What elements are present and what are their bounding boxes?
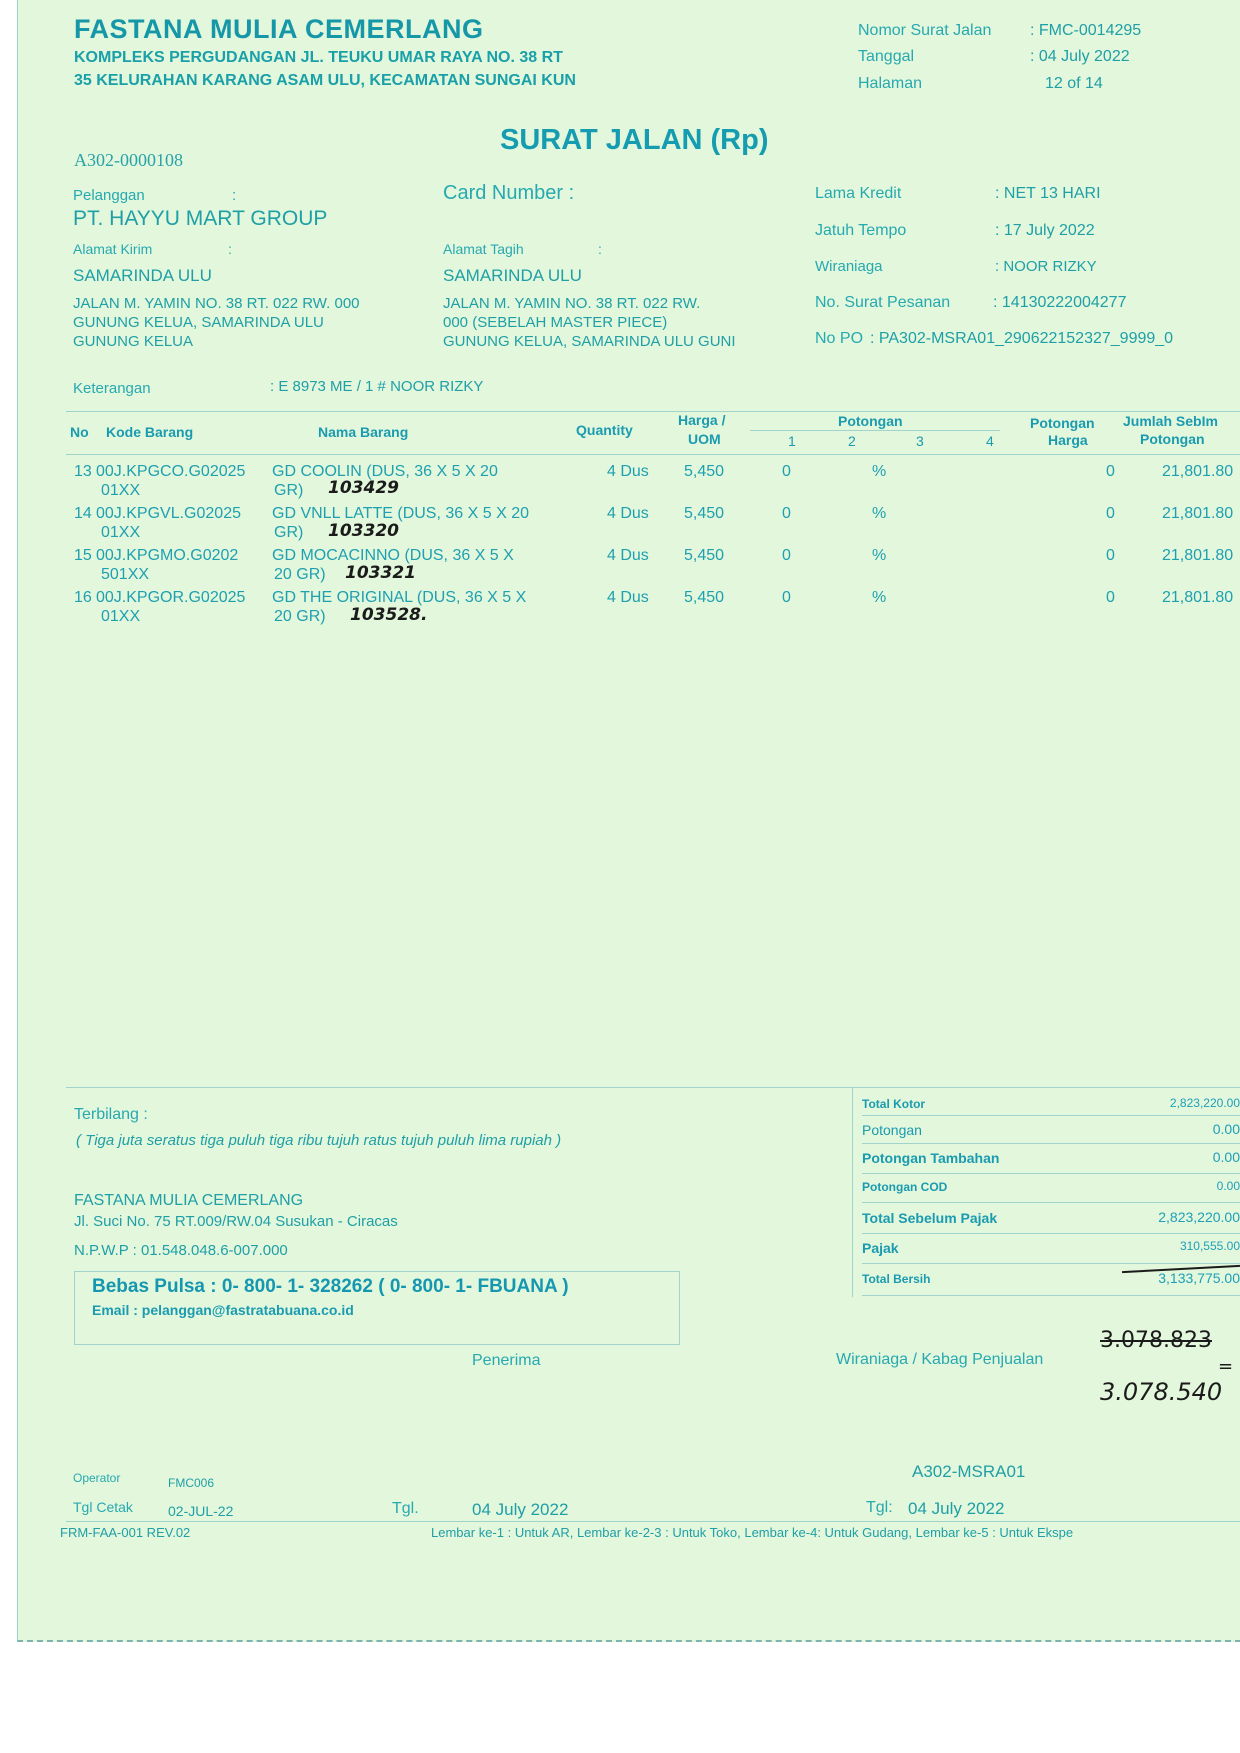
hotline-email: Email : pelanggan@fastratabuana.co.id (92, 1302, 354, 1318)
nomor-value: : FMC-0014295 (1030, 22, 1142, 39)
row-pot1: 0 (782, 505, 791, 522)
header-pot-1: 1 (788, 433, 796, 449)
row-pot1: 0 (782, 463, 791, 480)
row-nama-line2: 20 GR) (274, 566, 326, 583)
row-qty: 4 Dus (607, 505, 649, 522)
row-pot2: % (872, 547, 887, 564)
summary-value-potongan: 0.00 (1212, 1121, 1240, 1137)
row-nama-line1: GD MOCACINNO (DUS, 36 X 5 X (272, 547, 514, 564)
summary-rule (862, 1295, 1240, 1296)
lembar-distribution: Lembar ke-1 : Untuk AR, Lembar ke-2-3 : Untuk Toko, Lembar ke-4: Untuk Gudang, Lembar ke-5 : Untuk Ekspe (431, 1525, 1074, 1540)
row-qty: 4 Dus (607, 463, 649, 480)
header-pot-2: 2 (848, 433, 856, 449)
penerima-label: Penerima (472, 1352, 541, 1369)
row-nama-line2: 20 GR) (274, 608, 326, 625)
row-no: 15 (74, 547, 92, 564)
pelanggan-label: Pelanggan (73, 187, 145, 204)
header-harga-top: Harga / (678, 412, 726, 428)
summary-value-total-kotor: 2,823,220.00 (1169, 1096, 1240, 1110)
alamat-tagih-line3: GUNUNG KELUA, SAMARINDA ULU GUNI (443, 333, 736, 350)
document-code: A302-0000108 (74, 150, 183, 170)
row-handwritten-note: 103320 (328, 521, 399, 541)
summary-rule (862, 1263, 1240, 1264)
row-kode-line1: 00J.KPGVL.G02025 (96, 505, 241, 522)
header-pot-3: 3 (916, 433, 924, 449)
tgl2-label: Tgl: (866, 1499, 893, 1516)
keterangan-label: Keterangan (73, 380, 151, 397)
wiraniaga-signature-label: Wiraniaga / Kabag Penjualan (836, 1351, 1044, 1368)
operator-value: FMC006 (168, 1476, 215, 1490)
row-qty: 4 Dus (607, 547, 649, 564)
summary-rule (862, 1202, 1240, 1203)
row-harga: 5,450 (684, 463, 725, 480)
row-kode-line1: 00J.KPGOR.G02025 (96, 589, 246, 606)
row-pot-harga: 0 (1106, 505, 1115, 522)
document-title: SURAT JALAN (Rp) (500, 124, 769, 156)
row-qty: 4 Dus (607, 589, 649, 606)
surat-pesanan-value: : 14130222004277 (993, 294, 1127, 311)
summary-label-total-bersih: Total Bersih (862, 1272, 931, 1286)
row-pot2: % (872, 505, 887, 522)
wiraniaga-code: A302-MSRA01 (912, 1462, 1026, 1481)
row-nama-line2: GR) (274, 524, 304, 541)
header-no: No (70, 424, 89, 440)
header-jumlah-bottom: Potongan (1140, 431, 1205, 447)
summary-value-pajak: 310,555.00 (1179, 1239, 1240, 1253)
alamat-tagih-colon: : (598, 241, 602, 257)
row-jumlah: 21,801.80 (1162, 505, 1234, 522)
header-potongan: Potongan (838, 413, 903, 429)
bottom-rule (66, 1521, 1240, 1522)
row-handwritten-note: 103528. (350, 605, 428, 625)
footer-company-name: FASTANA MULIA CEMERLANG (74, 1192, 304, 1209)
summary-label-potongan-cod: Potongan COD (862, 1180, 948, 1194)
potongan-subheader-rule (750, 430, 1000, 431)
row-no: 14 (74, 505, 92, 522)
row-pot1: 0 (782, 547, 791, 564)
operator-label: Operator (73, 1471, 121, 1485)
header-nama-barang: Nama Barang (318, 424, 409, 440)
pelanggan-value: PT. HAYYU MART GROUP (73, 207, 328, 230)
header-pot-4: 4 (986, 433, 994, 449)
summary-value-total-sebelum-pajak: 2,823,220.00 (1158, 1209, 1240, 1225)
header-jumlah-top: Jumlah SebIm (1123, 413, 1218, 429)
nomor-label: Nomor Surat Jalan (858, 22, 992, 39)
alamat-tagih-city: SAMARINDA ULU (443, 266, 582, 285)
table-header-bottom-rule (66, 454, 1240, 455)
card-number-label: Card Number : (443, 182, 575, 204)
row-handwritten-note: 103429 (328, 478, 399, 498)
tanggal-value: : 04 July 2022 (1030, 48, 1130, 65)
lama-kredit-value: : NET 13 HARI (995, 185, 1101, 202)
row-kode-line2: 501XX (101, 566, 150, 583)
row-pot1: 0 (782, 589, 791, 606)
row-harga: 5,450 (684, 505, 725, 522)
delivery-note-paper (17, 0, 1240, 1642)
alamat-tagih-line2: 000 (SEBELAH MASTER PIECE) (443, 314, 668, 331)
summary-label-pajak: Pajak (862, 1240, 899, 1256)
summary-label-potongan-tambahan: Potongan Tambahan (862, 1150, 1000, 1166)
row-kode-line1: 00J.KPGCO.G02025 (96, 463, 246, 480)
row-nama-line1: GD VNLL LATTE (DUS, 36 X 5 X 20 (272, 505, 529, 522)
hotline-phone: Bebas Pulsa : 0- 800- 1- 328262 ( 0- 800- 1- FBUANA ) (92, 1276, 569, 1297)
alamat-tagih-line1: JALAN M. YAMIN NO. 38 RT. 022 RW. (443, 295, 701, 312)
summary-value-potongan-tambahan: 0.00 (1212, 1149, 1240, 1165)
row-kode-line1: 00J.KPGMO.G0202 (96, 547, 239, 564)
summary-label-total-kotor: Total Kotor (862, 1097, 926, 1111)
jatuh-tempo-label: Jatuh Tempo (815, 222, 907, 239)
alamat-tagih-label: Alamat Tagih (443, 241, 524, 257)
alamat-kirim-line3: GUNUNG KELUA (73, 333, 194, 350)
summary-rule (862, 1173, 1240, 1174)
row-pot-harga: 0 (1106, 589, 1115, 606)
row-jumlah: 21,801.80 (1162, 547, 1234, 564)
terbilang-label: Terbilang : (74, 1106, 148, 1123)
keterangan-value: : E 8973 ME / 1 # NOOR RIZKY (270, 378, 484, 395)
handwritten-corrected-total: 3.078.540 (1100, 1378, 1223, 1406)
footer-divider (66, 1087, 1240, 1088)
summary-rule (862, 1233, 1240, 1234)
lama-kredit-label: Lama Kredit (815, 185, 902, 202)
row-kode-line2: 01XX (101, 482, 141, 499)
row-pot-harga: 0 (1106, 547, 1115, 564)
row-harga: 5,450 (684, 547, 725, 564)
header-kode-barang: Kode Barang (106, 424, 194, 440)
footer-npwp: N.P.W.P : 01.548.048.6-007.000 (74, 1242, 288, 1259)
handwritten-struck-total: 3.078.823 (1100, 1328, 1212, 1353)
summary-rule (862, 1115, 1240, 1116)
table-header-top-rule (66, 411, 1240, 412)
jatuh-tempo-value: : 17 July 2022 (995, 222, 1095, 239)
wiraniaga-value: : NOOR RIZKY (995, 258, 1097, 275)
company-name: FASTANA MULIA CEMERLANG (74, 14, 484, 44)
surat-pesanan-label: No. Surat Pesanan (815, 294, 951, 311)
tgl-value: 04 July 2022 (472, 1500, 569, 1519)
alamat-kirim-line2: GUNUNG KELUA, SAMARINDA ULU (73, 314, 324, 331)
row-handwritten-note: 103321 (345, 563, 416, 583)
row-no: 16 (74, 589, 92, 606)
po-label: No PO (815, 330, 864, 347)
row-harga: 5,450 (684, 589, 725, 606)
tgl-cetak-label: Tgl Cetak (73, 1499, 133, 1515)
company-address-line2: 35 KELURAHAN KARANG ASAM ULU, KECAMATAN SUNGAI KUN (74, 72, 576, 89)
header-harga-bottom: UOM (688, 431, 721, 447)
row-kode-line2: 01XX (101, 608, 141, 625)
summary-left-rule (852, 1087, 853, 1297)
row-jumlah: 21,801.80 (1162, 589, 1234, 606)
po-value: : PA302-MSRA01_290622152327_9999_0 (870, 330, 1174, 347)
company-address-line1: KOMPLEKS PERGUDANGAN JL. TEUKU UMAR RAYA NO. 38 RT (74, 49, 563, 66)
header-quantity: Quantity (576, 422, 633, 438)
tgl-cetak-value: 02-JUL-22 (168, 1503, 234, 1519)
summary-label-potongan: Potongan (862, 1122, 922, 1138)
row-pot2: % (872, 463, 887, 480)
halaman-value: 12 of 14 (1045, 75, 1103, 92)
row-pot2: % (872, 589, 887, 606)
summary-value-potongan-cod: 0.00 (1216, 1179, 1240, 1193)
alamat-kirim-colon: : (228, 241, 232, 257)
row-nama-line1: GD COOLIN (DUS, 36 X 5 X 20 (272, 463, 498, 480)
wiraniaga-label: Wiraniaga (815, 258, 883, 275)
handwritten-equals: = (1218, 1356, 1234, 1377)
row-pot-harga: 0 (1106, 463, 1115, 480)
alamat-kirim-city: SAMARINDA ULU (73, 266, 212, 285)
tanggal-label: Tanggal (858, 48, 915, 65)
header-potongan-harga-top: Potongan (1030, 415, 1095, 431)
tgl2-value: 04 July 2022 (908, 1499, 1005, 1518)
header-potongan-harga-bottom: Harga (1048, 432, 1088, 448)
alamat-kirim-line1: JALAN M. YAMIN NO. 38 RT. 022 RW. 000 (73, 295, 360, 312)
summary-value-total-bersih: 3,133,775.00 (1158, 1270, 1240, 1286)
summary-rule (862, 1143, 1240, 1144)
halaman-label: Halaman (858, 75, 923, 92)
row-jumlah: 21,801.80 (1162, 463, 1234, 480)
pelanggan-colon: : (232, 187, 237, 204)
footer-company-address: Jl. Suci No. 75 RT.009/RW.04 Susukan - Ciracas (74, 1213, 398, 1230)
summary-label-total-sebelum-pajak: Total Sebelum Pajak (862, 1210, 998, 1226)
row-no: 13 (74, 463, 92, 480)
tgl-label: Tgl. (392, 1500, 419, 1517)
alamat-kirim-label: Alamat Kirim (73, 241, 153, 257)
terbilang-text: ( Tiga juta seratus tiga puluh tiga ribu tujuh ratus tujuh puluh lima rupiah ) (76, 1132, 562, 1149)
form-code: FRM-FAA-001 REV.02 (60, 1525, 191, 1540)
row-nama-line2: GR) (274, 482, 304, 499)
row-nama-line1: GD THE ORIGINAL (DUS, 36 X 5 X (272, 589, 527, 606)
row-kode-line2: 01XX (101, 524, 141, 541)
